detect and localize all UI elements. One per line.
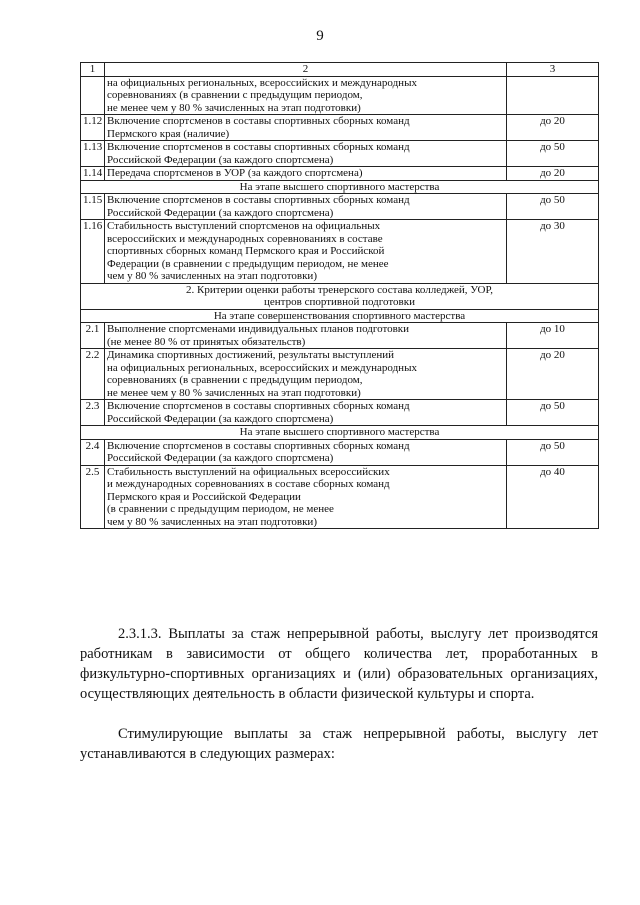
table-row (81, 115, 599, 141)
section-heading: 2. Критерии оценки работы тренерского состава колледжей, УОР, центров спортивной подготовки (81, 283, 599, 309)
header-col-1: 1 (81, 63, 105, 77)
row-max-value: до 50 (507, 194, 599, 220)
table-section-row (81, 426, 599, 440)
row-max-value: до 50 (507, 141, 599, 167)
table-row (81, 349, 599, 400)
table-row (81, 323, 599, 349)
page-number: 9 (316, 28, 324, 44)
row-criterion: на официальных региональных, всероссийских и международных соревнованиях (в сравнении с предыдущим периодом, не менее чем у 80 % зачисленных на этап подготовки) (105, 76, 507, 115)
table-row (81, 194, 599, 220)
table-row (81, 76, 599, 115)
paragraph-seniority-payments: 2.3.1.3. Выплаты за стаж непрерывной работы, выслугу лет производятся работникам в зависимости от общего количества лет, проработанных в физкультурно-спортивных организациях и (или) образовательных организациях, осуществляющих деятельность в области физической культуры и спорта. (80, 626, 598, 702)
table-header-row (81, 63, 599, 77)
row-max-value: до 20 (507, 115, 599, 141)
row-number (81, 76, 105, 115)
row-max-value: до 50 (507, 400, 599, 426)
row-number: 2.4 (81, 439, 105, 465)
row-criterion: Динамика спортивных достижений, результаты выступлений на официальных региональных, всероссийских и международных соревнованиях (в сравнении с предыдущим периодом, не менее чем у 80 % зачисленных на этап подготовки) (105, 349, 507, 400)
row-max-value (507, 76, 599, 115)
section-heading: На этапе высшего спортивного мастерства (81, 180, 599, 194)
header-col-3: 3 (507, 63, 599, 77)
row-criterion: Включение спортсменов в составы спортивных сборных команд Российской Федерации (за каждого спортсмена) (105, 194, 507, 220)
row-number: 1.12 (81, 115, 105, 141)
table-row (81, 465, 599, 529)
row-number: 1.13 (81, 141, 105, 167)
row-criterion: Включение спортсменов в составы спортивных сборных команд Российской Федерации (за каждого спортсмена) (105, 141, 507, 167)
section-heading: На этапе совершенствования спортивного мастерства (81, 309, 599, 323)
row-criterion: Включение спортсменов в составы спортивных сборных команд Российской Федерации (за каждого спортсмена) (105, 439, 507, 465)
paragraph-stimulating-payments: Стимулирующие выплаты за стаж непрерывной работы, выслугу лет устанавливаются в следующих размерах: (80, 726, 598, 762)
row-max-value: до 10 (507, 323, 599, 349)
row-criterion: Передача спортсменов в УОР (за каждого спортсмена) (105, 167, 507, 181)
row-number: 2.3 (81, 400, 105, 426)
row-number: 1.14 (81, 167, 105, 181)
table-section-row (81, 180, 599, 194)
row-number: 1.15 (81, 194, 105, 220)
row-max-value: до 30 (507, 220, 599, 284)
table-row (81, 439, 599, 465)
table-row (81, 400, 599, 426)
row-criterion: Стабильность выступлений спортсменов на официальных всероссийских и международных соревнованиях в составе спортивных сборных команд Пермского края и Российской Федерации (в сравнении с предыдущим периодом, не менее чем у 80 % зачисленных на этап подготовки) (105, 220, 507, 284)
table-section-row (81, 283, 599, 309)
row-criterion: Выполнение спортсменами индивидуальных планов подготовки (не менее 80 % от принятых обязательств) (105, 323, 507, 349)
criteria-table (80, 62, 599, 529)
section-heading: На этапе высшего спортивного мастерства (81, 426, 599, 440)
row-max-value: до 20 (507, 349, 599, 400)
row-max-value: до 20 (507, 167, 599, 181)
row-number: 2.1 (81, 323, 105, 349)
table-row (81, 220, 599, 284)
row-number: 2.5 (81, 465, 105, 529)
row-max-value: до 50 (507, 439, 599, 465)
table-row (81, 141, 599, 167)
table-row (81, 167, 599, 181)
row-criterion: Стабильность выступлений на официальных всероссийских и международных соревнованиях в составе сборных команд Пермского края и Российской Федерации (в сравнении с предыдущим периодом, не менее чем у 80 % зачисленных на этап подготовки) (105, 465, 507, 529)
row-number: 1.16 (81, 220, 105, 284)
header-col-2: 2 (105, 63, 507, 77)
table-section-row (81, 309, 599, 323)
row-criterion: Включение спортсменов в составы спортивных сборных команд Российской Федерации (за каждого спортсмена) (105, 400, 507, 426)
row-criterion: Включение спортсменов в составы спортивных сборных команд Пермского края (наличие) (105, 115, 507, 141)
row-max-value: до 40 (507, 465, 599, 529)
row-number: 2.2 (81, 349, 105, 400)
